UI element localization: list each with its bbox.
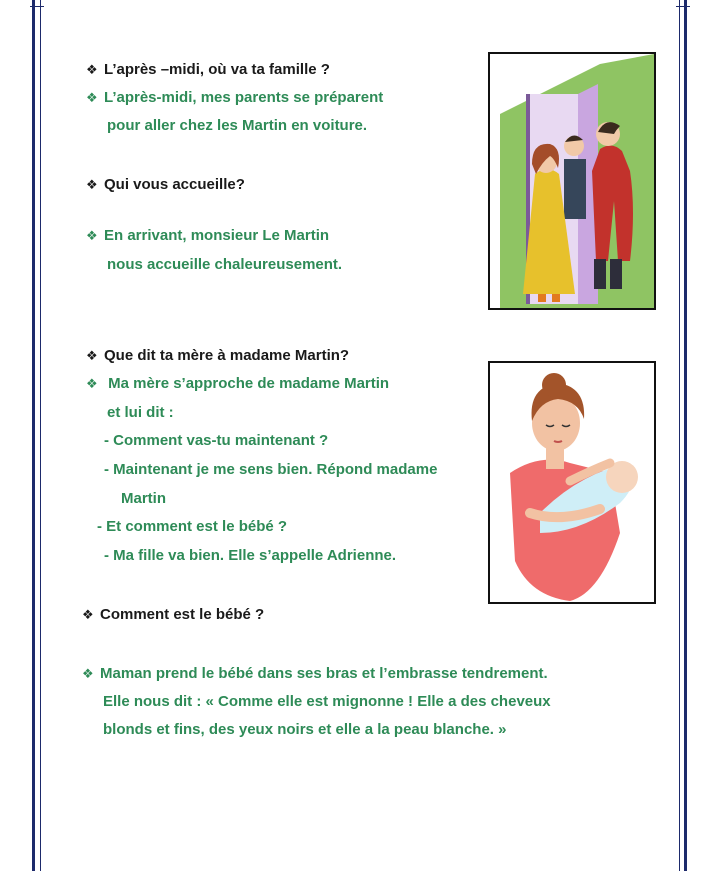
question-line: ❖ Comment est le bébé ? bbox=[82, 606, 265, 623]
answer-line: - Et comment est le bébé ? bbox=[97, 518, 288, 535]
diamond-bullet-icon: ❖ bbox=[86, 348, 98, 363]
question-line: ❖ L’après –midi, où va ta famille ? bbox=[86, 61, 330, 78]
mother-holding-baby-illustration bbox=[488, 361, 656, 604]
answer-line: - Ma fille va bien. Elle s’appelle Adrienne. bbox=[104, 547, 397, 564]
question-line: ❖ Qui vous accueille? bbox=[86, 176, 245, 193]
answer-line: ❖ Maman prend le bébé dans ses bras et l’embrasse tendrement. bbox=[82, 665, 548, 682]
answer-line: pour aller chez les Martin en voiture. bbox=[107, 117, 368, 134]
answer-line: ❖ En arrivant, monsieur Le Martin bbox=[86, 227, 330, 244]
diamond-bullet-icon: ❖ bbox=[82, 607, 94, 622]
answer-line: blonds et fins, des yeux noirs et elle a la peau blanche. » bbox=[103, 721, 507, 738]
mother-holding-baby-icon bbox=[490, 363, 654, 602]
page-border-left-inner bbox=[40, 0, 41, 871]
page-border-right bbox=[684, 0, 687, 871]
answer-line: ❖ Ma mère s’approche de madame Martin bbox=[86, 375, 390, 392]
diamond-bullet-icon: ❖ bbox=[86, 228, 98, 243]
answer-line: Elle nous dit : « Comme elle est mignonne ! Elle a des cheveux bbox=[103, 693, 551, 710]
answer-line: ❖ L’après-midi, mes parents se préparent bbox=[86, 89, 384, 106]
answer-line: - Comment vas-tu maintenant ? bbox=[104, 432, 329, 449]
answer-line: - Maintenant je me sens bien. Répond madame bbox=[104, 461, 438, 478]
answer-line: nous accueille chaleureusement. bbox=[107, 256, 343, 273]
corner-mark-left bbox=[30, 0, 44, 7]
page-border-left bbox=[32, 0, 35, 871]
diamond-bullet-icon: ❖ bbox=[86, 62, 98, 77]
question-line: ❖ Que dit ta mère à madame Martin? bbox=[86, 347, 350, 364]
corner-mark-right bbox=[676, 0, 690, 7]
diamond-bullet-icon: ❖ bbox=[86, 177, 98, 192]
diamond-bullet-icon: ❖ bbox=[82, 666, 94, 681]
family-at-door-illustration bbox=[488, 52, 656, 310]
family-at-door-icon bbox=[490, 54, 654, 308]
diamond-bullet-icon: ❖ bbox=[86, 90, 98, 105]
answer-line: et lui dit : bbox=[107, 404, 174, 421]
diamond-bullet-icon: ❖ bbox=[86, 376, 98, 391]
answer-line: Martin bbox=[121, 490, 166, 507]
page-border-right-inner bbox=[679, 0, 680, 871]
